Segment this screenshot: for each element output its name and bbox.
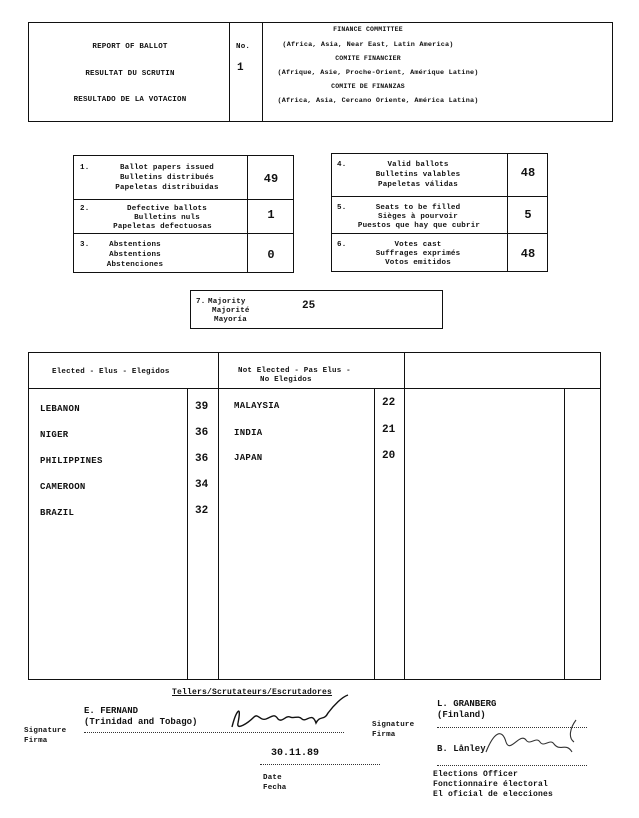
stats-right-row-line-2 — [331, 233, 548, 234]
title-en: REPORT OF BALLOT — [92, 43, 168, 51]
officer-title-en: Elections Officer — [433, 770, 519, 779]
not-elected-votes-1: 22 — [382, 397, 396, 409]
regions-en: (Africa, Asia, Near East, Latin America) — [282, 41, 454, 49]
stat-5-value: 5 — [524, 208, 532, 222]
stat-1-value: 49 — [263, 172, 279, 186]
stat-2-en: Defective ballots — [127, 205, 207, 213]
results-col-5 — [564, 388, 565, 680]
stat-5-num: 5. — [337, 204, 347, 212]
majority-en: Majority — [208, 298, 246, 306]
teller2-name: L. GRANBERG — [437, 699, 497, 709]
teller-signature — [228, 693, 356, 735]
officer-title-es: El oficial de elecciones — [433, 790, 554, 799]
stat-3-num: 3. — [80, 241, 90, 249]
teller-country: (Trinidad and Tobago) — [84, 717, 198, 727]
teller2-signature-stroke — [486, 720, 576, 752]
stat-1-fr: Bulletins distribués — [119, 174, 214, 182]
firma-label-right: Firma — [372, 731, 396, 739]
date-label: Date — [263, 774, 282, 782]
results-col-3 — [374, 388, 375, 680]
stats-left-row-line-1 — [73, 199, 294, 200]
committee-fr: COMITE FINANCIER — [335, 55, 401, 62]
signature-label: Signature — [24, 727, 67, 735]
stat-4-num: 4. — [337, 161, 347, 169]
stat-6-fr: Suffrages exprimés — [375, 250, 461, 258]
stat-4-es: Papeletas válidas — [378, 181, 458, 189]
stat-2-es: Papeletas defectuosas — [113, 223, 212, 231]
officer-name: B. Lånley — [437, 744, 486, 754]
elected-name-4: CAMEROON — [40, 482, 86, 492]
elected-votes-2: 36 — [195, 427, 209, 439]
stat-1-en: Ballot papers issued — [119, 164, 214, 172]
not-elected-votes-2: 21 — [382, 424, 396, 436]
stat-1-num: 1. — [80, 164, 90, 172]
not-elected-votes-3: 20 — [382, 450, 396, 462]
elected-votes-5: 32 — [195, 505, 209, 517]
stat-4-value: 48 — [520, 166, 536, 180]
stat-4-fr: Bulletins valables — [375, 171, 461, 179]
officer-signature-line — [437, 765, 587, 766]
stat-2-fr: Bulletins nuls — [134, 214, 200, 222]
elected-name-5: BRAZIL — [40, 508, 75, 518]
elected-name-3: PHILIPPINES — [40, 456, 103, 466]
stat-3-value: 0 — [267, 248, 275, 262]
results-header-line — [28, 388, 601, 389]
regions-fr: (Afrique, Asie, Proche-Orient, Amérique Latine) — [277, 69, 479, 77]
committee-es: COMITE DE FINANZAS — [331, 83, 405, 90]
stat-6-es: Votos emitidos — [385, 259, 451, 267]
committee-en: FINANCE COMMITTEE — [333, 26, 403, 33]
header-divider-1 — [229, 22, 230, 122]
teller2-country: (Finland) — [437, 710, 486, 720]
elected-header: Elected - Elus - Elegidos — [52, 368, 170, 376]
not-elected-header-2: No Elegidos — [260, 376, 312, 384]
elected-votes-3: 36 — [195, 453, 209, 465]
majority-value: 25 — [302, 300, 316, 312]
signature-label-right: Signature — [372, 721, 415, 729]
fecha-label: Fecha — [263, 784, 287, 792]
majority-num: 7. — [196, 298, 206, 306]
results-col-2 — [218, 352, 219, 680]
not-elected-header-1: Not Elected - Pas Elus - — [238, 367, 351, 375]
teller2-signature — [480, 712, 590, 762]
stats-left-row-line-2 — [73, 233, 294, 234]
stat-3-es: Abstenciones — [106, 261, 164, 269]
stat-6-value: 48 — [520, 247, 536, 261]
not-elected-name-2: INDIA — [234, 428, 263, 438]
teller-name: E. FERNAND — [84, 706, 139, 716]
elected-votes-1: 39 — [195, 401, 209, 413]
firma-label: Firma — [24, 737, 48, 745]
majority-fr: Majorité — [212, 307, 250, 315]
title-es: RESULTADO DE LA VOTACION — [73, 96, 187, 104]
results-table — [28, 352, 601, 680]
stat-3-en: Abstentions — [109, 241, 161, 249]
results-col-4 — [404, 352, 405, 680]
stat-2-num: 2. — [80, 205, 90, 213]
no-value: 1 — [237, 62, 244, 74]
stat-5-fr: Sièges à pourvoir — [378, 213, 458, 221]
elected-votes-4: 34 — [195, 479, 209, 491]
stat-6-num: 6. — [337, 241, 347, 249]
stat-5-en: Seats to be filled — [375, 204, 461, 212]
teller-signature-stroke — [232, 695, 348, 727]
title-fr: RESULTAT DU SCRUTIN — [85, 70, 175, 78]
officer-title-fr: Fonctionnaire électoral — [433, 780, 549, 789]
results-col-1 — [187, 388, 188, 680]
tellers-label: Tellers/Scrutateurs/Escrutadores — [172, 688, 333, 697]
stat-6-en: Votes cast — [394, 241, 442, 249]
stats-right-row-line-1 — [331, 196, 548, 197]
stat-3-fr: Abstentions — [109, 251, 161, 259]
stat-4-en: Valid ballots — [387, 161, 449, 169]
date-line — [260, 764, 380, 765]
majority-es: Mayoría — [214, 316, 247, 324]
elected-name-1: LEBANON — [40, 404, 80, 414]
date-value: 30.11.89 — [271, 748, 320, 759]
stat-2-value: 1 — [267, 208, 275, 222]
stat-1-es: Papeletas distribuidas — [115, 184, 219, 192]
not-elected-name-3: JAPAN — [234, 453, 263, 463]
stat-5-es: Puestos que hay que cubrir — [357, 222, 481, 230]
not-elected-name-1: MALAYSIA — [234, 401, 280, 411]
elected-name-2: NIGER — [40, 430, 69, 440]
regions-es: (Africa, Asia, Cercano Oriente, América Latina) — [277, 97, 479, 105]
no-label: No. — [236, 43, 251, 51]
